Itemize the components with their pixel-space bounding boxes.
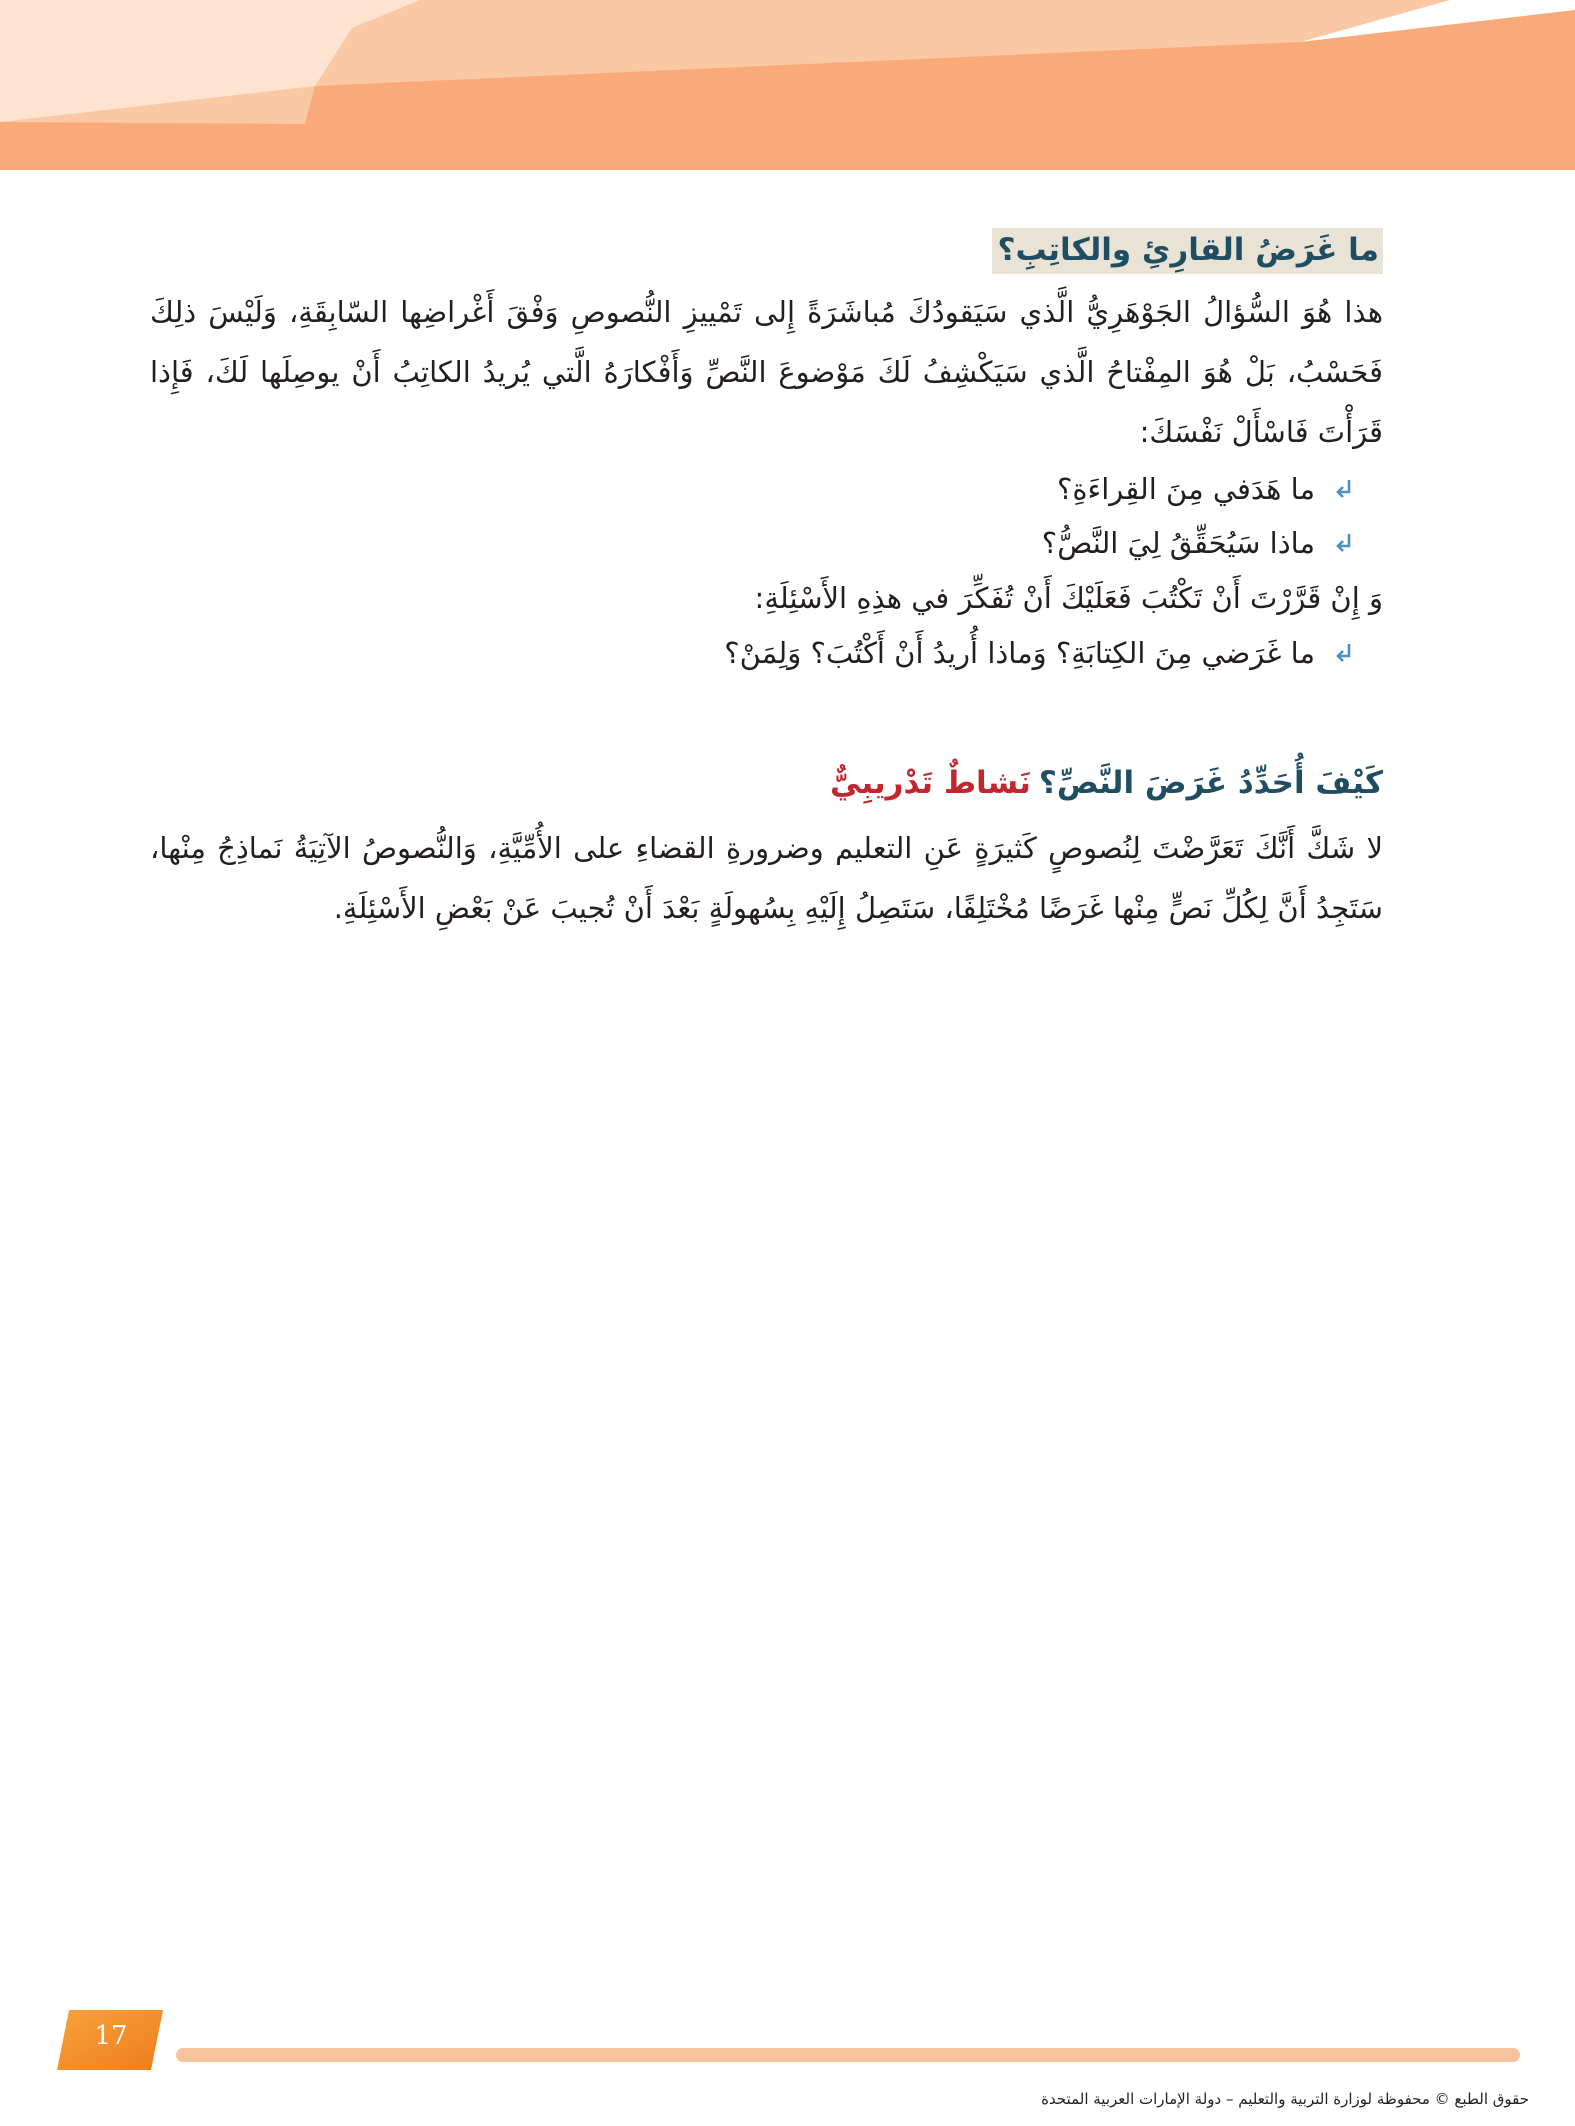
header-banner: [0, 0, 1575, 170]
reader-question: ما هَدَفي مِنَ القِراءَةِ؟: [1056, 472, 1315, 506]
writer-intro: وَ إِنْ قَرَّرْتَ أَنْ تَكْتُبَ فَعَلَيْكَ أَنْ تُفَكِّرَ في هذِهِ الأَسْئِلَةِ:: [754, 581, 1383, 615]
section-heading-2: [150, 758, 1383, 808]
writer-question: ما غَرَضي مِنَ الكِتابَةِ؟ وَماذا أُريدُ أَنْ أَكْتُبَ؟ وَلِمَنْ؟: [724, 636, 1315, 670]
reader-question: ماذا سَيُحَقِّقُ لِيَ النَّصُّ؟: [1041, 526, 1315, 560]
section-heading: ما غَرَضُ القارِئِ والكاتِبِ؟: [992, 228, 1384, 274]
list-item: [150, 626, 1357, 680]
activity-paragraph: لا شَكَّ أَنَّكَ تَعَرَّضْتَ لِنُصوصٍ كَثيرَةٍ عَنِ التعليم وضرورةِ القضاءِ على الأُمِّيَّةِ، وَالنُّصوصُ الآتِيَةُ نَماذِجُ مِنْها، سَتَجِدُ أَنَّ لِكُلِّ نَصٍّ مِنْها غَرَضًا مُخْتَلِفًا، سَتَصِلُ إِلَيْهِ بِسُهولَةٍ بَعْدَ أَنْ تُجيبَ عَنْ بَعْضِ الأَسْئِلَةِ.: [150, 831, 1383, 925]
footer-bar: [176, 2048, 1520, 2062]
section-determine-purpose: [150, 758, 1383, 938]
activity-label: نَشاطٌ تَدْريبِيٌّ: [830, 765, 1031, 801]
intro-paragraph: هذا هُوَ السُّؤالُ الجَوْهَرِيُّ الَّذي سَيَقودُكَ مُباشَرَةً إِلى تَمْييزِ النُّصوصِ وَفْقَ أَغْراضِها السّابِقَةِ، وَلَيْسَ ذلِكَ فَحَسْبُ، بَلْ هُوَ المِفْتاحُ الَّذي سَيَكْشِفُ لَكَ مَوْضوعَ النَّصِّ وَأَفْكارَهُ الَّتي يُريدُ الكاتِبُ أَنْ يوصِلَها لَكَ، فَإِذا قَرَأْتَ فَاسْأَلْ نَفْسَكَ:: [150, 295, 1383, 449]
section-reader-writer-purpose: [150, 228, 1383, 680]
reader-question-list: [150, 462, 1383, 570]
copyright-notice: حقوق الطبع © محفوظة لوزارة التربية والتعليم – دولة الإمارات العربية المتحدة: [1041, 2090, 1529, 2108]
bullet-arrow-icon: [1333, 531, 1357, 555]
list-item: [150, 462, 1357, 516]
heading-question: كَيْفَ أُحَدِّدُ غَرَضَ النَّصِّ؟: [1038, 765, 1383, 801]
writer-question-list: [150, 626, 1383, 680]
bullet-arrow-icon: [1333, 477, 1357, 501]
bullet-arrow-icon: [1333, 641, 1357, 665]
main-content: [150, 228, 1383, 938]
page-number: 17: [94, 2021, 128, 2051]
list-item: [150, 516, 1357, 570]
